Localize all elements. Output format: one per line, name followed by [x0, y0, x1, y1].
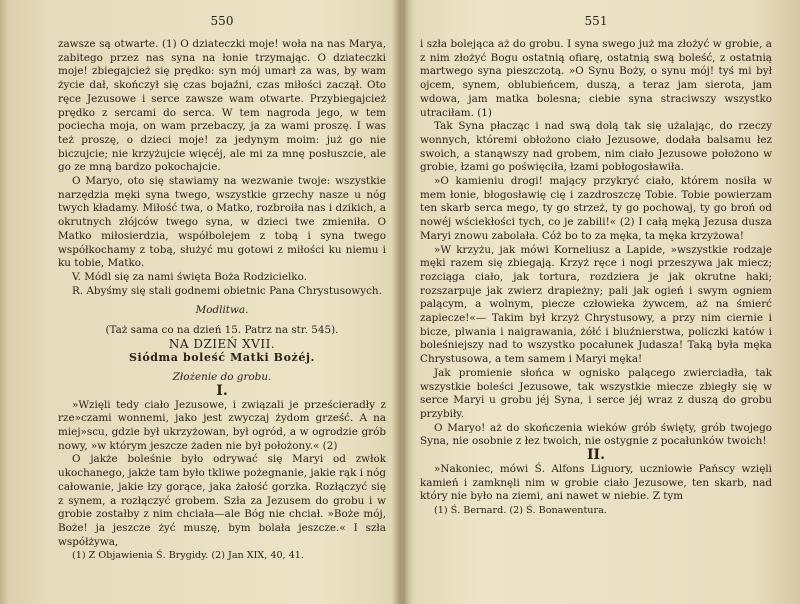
paragraph: Jak promienie słońca w ognisko palącego zwierciadła, tak wszystkie boleści Jezusowe, tak wszystkie miecze zbiegły się w serce Maryi u grobu jéj Syna, i serce jéj wraz z duszą do grobu przybiły.	[420, 366, 772, 420]
prayer-title: Modlitwa.	[195, 304, 249, 317]
paragraph: »O kamieniu drogi! mający przykryć ciało, którem nosiła w mem łonie, błogosławię cię i zazdroszczę Tobie. Tobie powierzam ten skarb serca mego, ty go strzeż, ty go pochowaj, ty go broń od nowéj wściekłości tych, co je zabili!« (2) I całą męką Jezusa dusza Maryi znowu zabolała. Cóż bo to za męka, ta męka krzyżowa!	[420, 175, 772, 242]
section-numeral: II.	[587, 447, 605, 464]
page-number: 551	[584, 14, 608, 28]
day-heading: NA DZIEŃ XVII.	[168, 336, 276, 351]
paragraph: O jakże boleśnie było odrywać się Maryi od zwłok ukochanego, jakże tam było tkliwe pożegnanie, jakie rąk i nóg całowanie, jakie łzy gorące, jaka żałość gorzka. Rozłączyć się z synem, a rozłączyć grobem. Szła za Jezusem do grobu i w grobie zostałby z nim chciała—ale Bóg nie chciał. »Boże mój, Boże! ja jeszcze żyć muszę, bym bolała jeszcze.« I szła współżywa,	[58, 453, 386, 548]
prayer-reference: (Taż sama co na dzień 15. Patrz na str. 545).	[105, 324, 339, 337]
paragraph: O Maryo, oto się stawiamy na wezwanie twoje: wszystkie narzędzia męki syna twego, wszystkie grzechy nasze u nóg twych kładamy. Miłość twa, o Matko, rozbroiła nas i dzikich, a okrutnych złójców twego syna, w dzieci twe zmieniła. O Matko miłosierdzia, współbolejem z tobą i syna twego współkochamy z tobą, służyć mu gotowi z miłości ku niemu i ku tobie, Matko.	[58, 175, 386, 270]
page-number: 550	[210, 14, 234, 28]
response: R. Abyśmy się stali godnemi obietnic Pana Chrystusowych.	[72, 284, 382, 297]
paragraph: i szła bolejąca aż do grobu. I syna swego już ma złożyć w grobie, a z nim złożyć Bogu ostatnią ofiarę, ostatnią swą boleść, z ostatnią martwego syna pieszczotą. »O Synu Boży, o synu mój! tyś mi był ojcem, synem, oblubieńcem, duszą, a teraz jam sierota, jam wdowa, jam matka bolesna; ciebie syna straciwszy wszystko utraciłam. (1)	[420, 38, 772, 119]
footnote: (1) Ś. Bernard. (2) Ś. Bonawentura.	[434, 504, 607, 516]
section-numeral: I.	[216, 382, 228, 399]
paragraph: »Wzięli tedy ciało Jezusowe, i związali je prześcieradły z rze»czami wonnemi, jako jest zwyczaj żydom grześć. A na miej»scu, gdzie był ukrzyżowan, był ogród, a w ogrodzie grób nowy, »w którym jeszcze żaden nie był położony.« (2)	[58, 398, 386, 452]
paragraph: Tak Syna płacząc i nad swą dolą tak się użalając, do rzeczy wonnych, któremi obłożono ciało Jezusowe, dodała balsamu łez swoich, a stanąwszy nad grobem, nim ciało Jezusowe położono w grobie, łzami go poświęciła, łzami pobłogosławiła.	[420, 120, 772, 174]
paragraph: zawsze są otwarte. (1) O dziateczki moje! woła na nas Marya, zabitego przez nas syna na łonie trzymając. O dziateczki moje! zbiegajcież się prędko: syn mój umarł za was, by wam życie dał, skończył się czas bojaźni, czas miłości zaczął. Oto ręce Jezusowe i serce zawsze wam otwarte. Przybiegajcież prędko z sercami do serca. W tem nagroda jego, w tem pociecha moja, on wam przebaczy, ja za wami proszę. I was też proszę, o dzieci moje! za jedynym moim: już go nie biczujcie; nie krzyżujcie więcéj, ale mi za mnę posłuszcie, ale go ze mną bardzo pokochajcie.	[58, 38, 386, 174]
page-text	[420, 38, 772, 518]
versicle: V. Módl się za nami święta Boża Rodzicielko.	[72, 270, 307, 283]
book-gutter	[392, 0, 416, 604]
paragraph: »W krzyżu, jak mówi Korneliusz a Lapide, »wszystkie rodzaje męki razem się zbiegają. Krzyż ręce i nogi przeszywa jak miecz; rozciąga ciało, jak tortura, rozdziera je jak okrutne haki; rozszarpuje jak zwierz drapieżny; pali jak ogień i swym ogniem palącym, a wolnym, piecze człowieka żywcem, aż na śmierć zapiecze!«— Takim był krzyż Chrystusowy, a przy nim ciernie i bicze, plwania i naigrawania, żółć i bluźnierstwa, policzki katów i boleśniejszy nad to wszystko pocałunek Judasza! Taką była męka Chrystusowa, a tem samem i Maryi męka!	[420, 243, 772, 366]
sorrow-subtitle: Złożenie do grobu.	[172, 371, 272, 384]
page-text	[58, 38, 386, 563]
paragraph: O Maryo! aż do skończenia wieków grób święty, grób twojego Syna, nie osobnie z łez twoich, nie ostygnie z pocałunków twoich!	[420, 421, 772, 448]
right-page	[420, 10, 772, 604]
footnote: (1) Z Objawienia Ś. Brygidy. (2) Jan XIX, 40, 41.	[72, 550, 304, 562]
left-page	[58, 10, 386, 604]
left-page-edge	[0, 0, 8, 604]
paragraph: »Nakoniec, mówi Ś. Alfons Liguory, uczniowie Pańscy wzięli kamień i zamknęli nim w grobie ciało Jezusowe, ten skarb, nad który nie było na ziemi, ani nawet w niebie. Z tym	[420, 462, 772, 503]
sorrow-heading: Siódma boleść Matki Bożéj.	[129, 351, 315, 365]
